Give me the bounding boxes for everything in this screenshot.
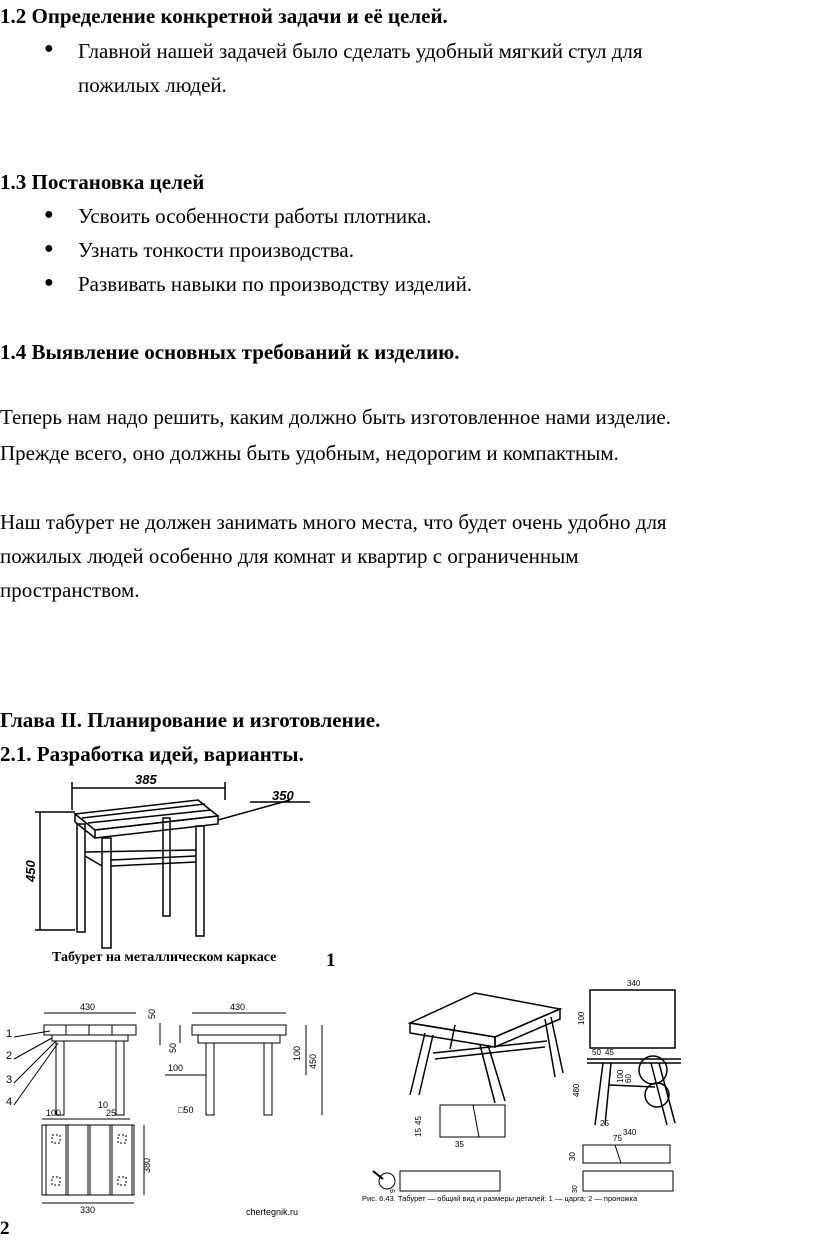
dim-label: 25 [600,1119,609,1128]
callout-number: 2 [6,1050,13,1062]
dim-label: 330 [80,1205,96,1215]
dim-label: 30 [568,1152,577,1161]
dim-label: 100 [168,1063,184,1073]
section-heading-1-4: 1.4 Выявление основных требований к изделию. [0,340,460,364]
callout-number: 4 [6,1096,13,1108]
dim-label: 430 [230,1002,246,1012]
dim-label: 50 [147,1008,157,1019]
dim-label: □50 [178,1105,194,1115]
figure-2-number: 2 [0,1218,10,1239]
figure-3-caption: Рис. 6.43. Табурет — общий вид и размеры деталей: 1 — царга; 2 — проножка [362,1194,638,1203]
figure-1-number: 1 [326,950,336,971]
dim-label: 50 [592,1048,601,1057]
dim-label: 100 [46,1108,62,1118]
dim-label: 100 [577,1011,586,1025]
stool-general-view-drawing [355,975,690,1210]
bullet-text: Развивать навыки по производству изделий. [78,272,473,296]
paragraph-line: Прежде всего, оно должны быть удобным, недорогим и компактным. [0,441,619,465]
figure-1-caption: Табурет на металлическом каркасе [52,950,277,965]
dim-label: 340 [627,979,641,988]
paragraph-line: пожилых людей особенно для комнат и квартир с ограниченным [0,544,579,568]
bullet-icon: ● [44,274,54,291]
paragraph-line: Теперь нам надо решить, каким должно быть изготовленное нами изделие. [0,405,671,429]
dim-label: 45 [605,1048,614,1057]
callout-number: 3 [6,1074,13,1086]
dim-label: 9 [390,1189,397,1193]
dim-height-label: 450 [23,860,38,882]
dim-label: 340 [623,1128,637,1137]
stool-metal-frame-drawing [20,770,350,970]
bullet-icon: ● [44,206,54,223]
callout-number: 1 [6,1028,13,1040]
paragraph-line: Наш табурет не должен занимать много места, что будет очень удобно для [0,510,667,534]
dim-label: 10 [98,1100,109,1110]
section-heading-1-2: 1.2 Определение конкретной задачи и её целей. [0,4,448,28]
bullet-icon: ● [44,40,54,57]
dim-label: 100 [616,1069,625,1083]
bullet-icon: ● [44,240,54,257]
bullet-text: Главной нашей задачей было сделать удобный мягкий стул для [78,39,643,63]
dim-label: 25 [106,1108,117,1118]
dim-label: 480 [572,1083,581,1097]
dim-label: 50 [168,1042,178,1053]
dim-label: 100 [292,1045,302,1061]
dim-label: 30 [572,1185,579,1193]
dim-label: 75 [613,1134,622,1143]
paragraph-line: пространством. [0,578,140,602]
watermark-text: chertegnik.ru [246,1207,299,1217]
dim-label: 430 [80,1002,96,1012]
dim-label: 380 [142,1157,152,1173]
bullet-text: Узнать тонкости производства. [78,238,354,262]
section-heading-1-3: 1.3 Постановка целей [0,170,205,194]
chapter-title: Глава II. Планирование и изготовление. [0,708,381,732]
bullet-text-continued: пожилых людей. [78,73,227,97]
section-heading-2-1: 2.1. Разработка идей, варианты. [0,742,304,766]
dim-label: 15 [414,1128,423,1137]
dim-label: 35 [455,1140,464,1149]
dim-depth-label: 350 [272,788,294,803]
bullet-text: Усвоить особенности работы плотника. [78,204,432,228]
dim-label: 45 [414,1116,423,1125]
dim-label: 60 [624,1074,633,1083]
dim-width-label: 385 [135,772,157,787]
dim-label: 450 [308,1053,318,1069]
stool-orthographic-drawing [0,995,345,1220]
